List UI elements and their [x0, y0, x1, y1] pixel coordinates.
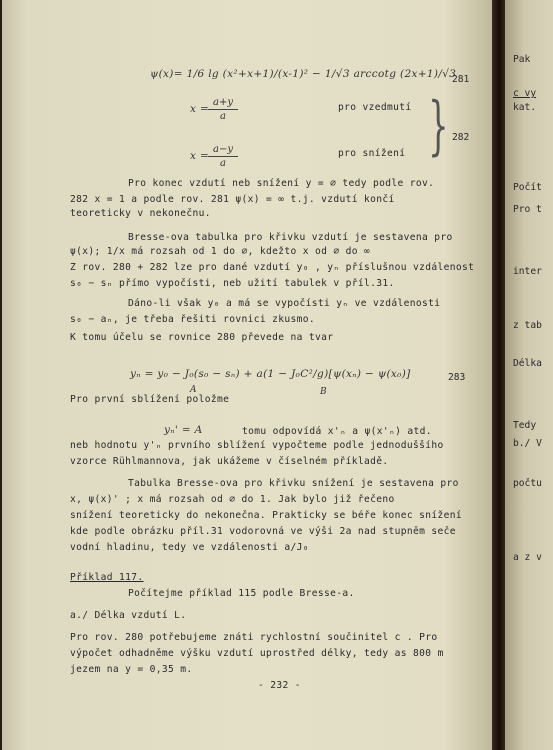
para1-line3: teoreticky v nekonečnu.: [70, 208, 211, 219]
para1-line2: 282 x = 1 a podle rov. 281 ψ(x) = ∞ t.j. vzdutí končí: [70, 194, 395, 205]
eq282-line1-numerator: a+y: [213, 97, 233, 108]
right-line-4: Pro t: [513, 204, 542, 215]
para7-line1: Tabulka Bresse-ova pro křivku snížení je sestavena pro: [128, 478, 459, 489]
eq282-line2-text: pro snížení: [338, 148, 406, 159]
eq282-line1-denominator: a: [220, 111, 226, 122]
eq282-line2-numerator: a−y: [213, 144, 233, 155]
eq282-line1-fraction: [208, 97, 238, 122]
para2-line4: s₀ − sₙ přímo vypočísti, neb užití tabulek v příl.31.: [70, 278, 395, 289]
right-line-3: Počít: [513, 182, 542, 193]
para2-line1: Bresse-ova tabulka pro křivku vzdutí je sestavena pro: [128, 232, 453, 243]
para3-line2: s₀ − aₙ, je třeba řešiti rovnici zkusmo.: [70, 314, 316, 325]
para7-line5: vodní hladinu, tedy ve vzdálenosti a/J₀: [70, 542, 309, 553]
eq282-line2-denominator: a: [220, 158, 226, 169]
right-line-7: Délka: [513, 358, 542, 369]
para7-line3: snížení teoreticky do nekonečna. Prakticky se béře konec snížení: [70, 510, 463, 521]
equation-number-283: 283: [448, 372, 466, 383]
equation-283: yₙ = y₀ − J₀(s₀ − sₙ) + a(1 − J₀C²/g)[ψ(xₙ) − ψ(x₀)]: [130, 368, 411, 380]
para6-line3: vzorce Rühlmannova, jak ukážeme v číselném příkladě.: [70, 456, 389, 467]
para7-line4: kde podle obrázku příl.31 vodorovná ve výši 2a nad stupněm seče: [70, 526, 456, 537]
book-spine: [492, 0, 506, 750]
para4: K tomu účelu se rovnice 280 převede na tvar: [70, 332, 334, 343]
right-line-2: kat.: [513, 102, 537, 113]
example-title: Příklad 117.: [70, 572, 144, 583]
right-line-5: inter: [513, 266, 542, 277]
para6-formula: yₙ' = A: [164, 424, 203, 436]
eq282-line1-text: pro vzedmutí: [338, 102, 412, 113]
para8-line3: jezem na y = 0,35 m.: [70, 664, 193, 675]
eq282-line1-lhs: x =: [190, 103, 210, 115]
equation-number-281: 281: [452, 74, 470, 85]
para7-line2: x, ψ(x)' ; x má rozsah od ∅ do 1. Jak bylo již řečeno: [70, 494, 395, 505]
eq282-line2-fraction: [208, 144, 238, 169]
right-line-10: počtu: [513, 478, 542, 489]
para8-line1: Pro rov. 280 potřebujeme znáti rychlostní součinitel c . Pro: [70, 632, 438, 643]
para2-line3: Z rov. 280 + 282 lze pro dané vzdutí y₀ , yₙ příslušnou vzdálenost: [70, 262, 475, 273]
right-line-8: Tedy: [513, 420, 537, 431]
eq282-line2-lhs: x =: [190, 150, 210, 162]
page-number: - 232 -: [258, 680, 301, 691]
para2-line2: ψ(x); 1/x má rozsah od 1 do ∅, kdežto x od ∅ do ∞: [70, 246, 371, 257]
equation-number-282: 282: [452, 132, 470, 143]
eq283-label-a: A: [190, 385, 197, 395]
right-brace: }: [428, 89, 449, 163]
para1-line1: Pro konec vzdutí neb snížení y = ∅ tedy podle rov.: [128, 178, 435, 189]
right-line-1: c vy: [513, 88, 537, 99]
para5: Pro první sblížení položme: [70, 394, 230, 405]
right-line-0: Pak: [513, 54, 531, 65]
left-page: [2, 0, 494, 750]
example-intro: Počítejme příklad 115 podle Bresse-a.: [128, 588, 355, 599]
right-page: [505, 0, 553, 750]
para6-line1: tomu odpovídá x'ₙ a ψ(x'ₙ) atd.: [242, 426, 432, 437]
para8-line2: výpočet odhadněme výšku vzdutí uprostřed délky, tedy as 800 m: [70, 648, 444, 659]
subsection-a-title: a./ Délka vzdutí L.: [70, 610, 187, 621]
right-line-6: z tab: [513, 320, 542, 331]
right-line-11: a z v: [513, 552, 542, 563]
para6-line2: neb hodnotu y'ₙ prvního sblížení vypočteme podle jednoduššího: [70, 440, 444, 451]
para3-line1: Dáno-li však y₀ a má se vypočísti yₙ ve vzdálenosti: [128, 298, 441, 309]
equation-281: ψ(x)= 1/6 lg (x²+x+1)/(x-1)² − 1/√3 arccotg (2x+1)/√3: [150, 68, 457, 80]
eq283-label-b: B: [320, 387, 327, 397]
right-line-9: b./ V: [513, 438, 542, 449]
